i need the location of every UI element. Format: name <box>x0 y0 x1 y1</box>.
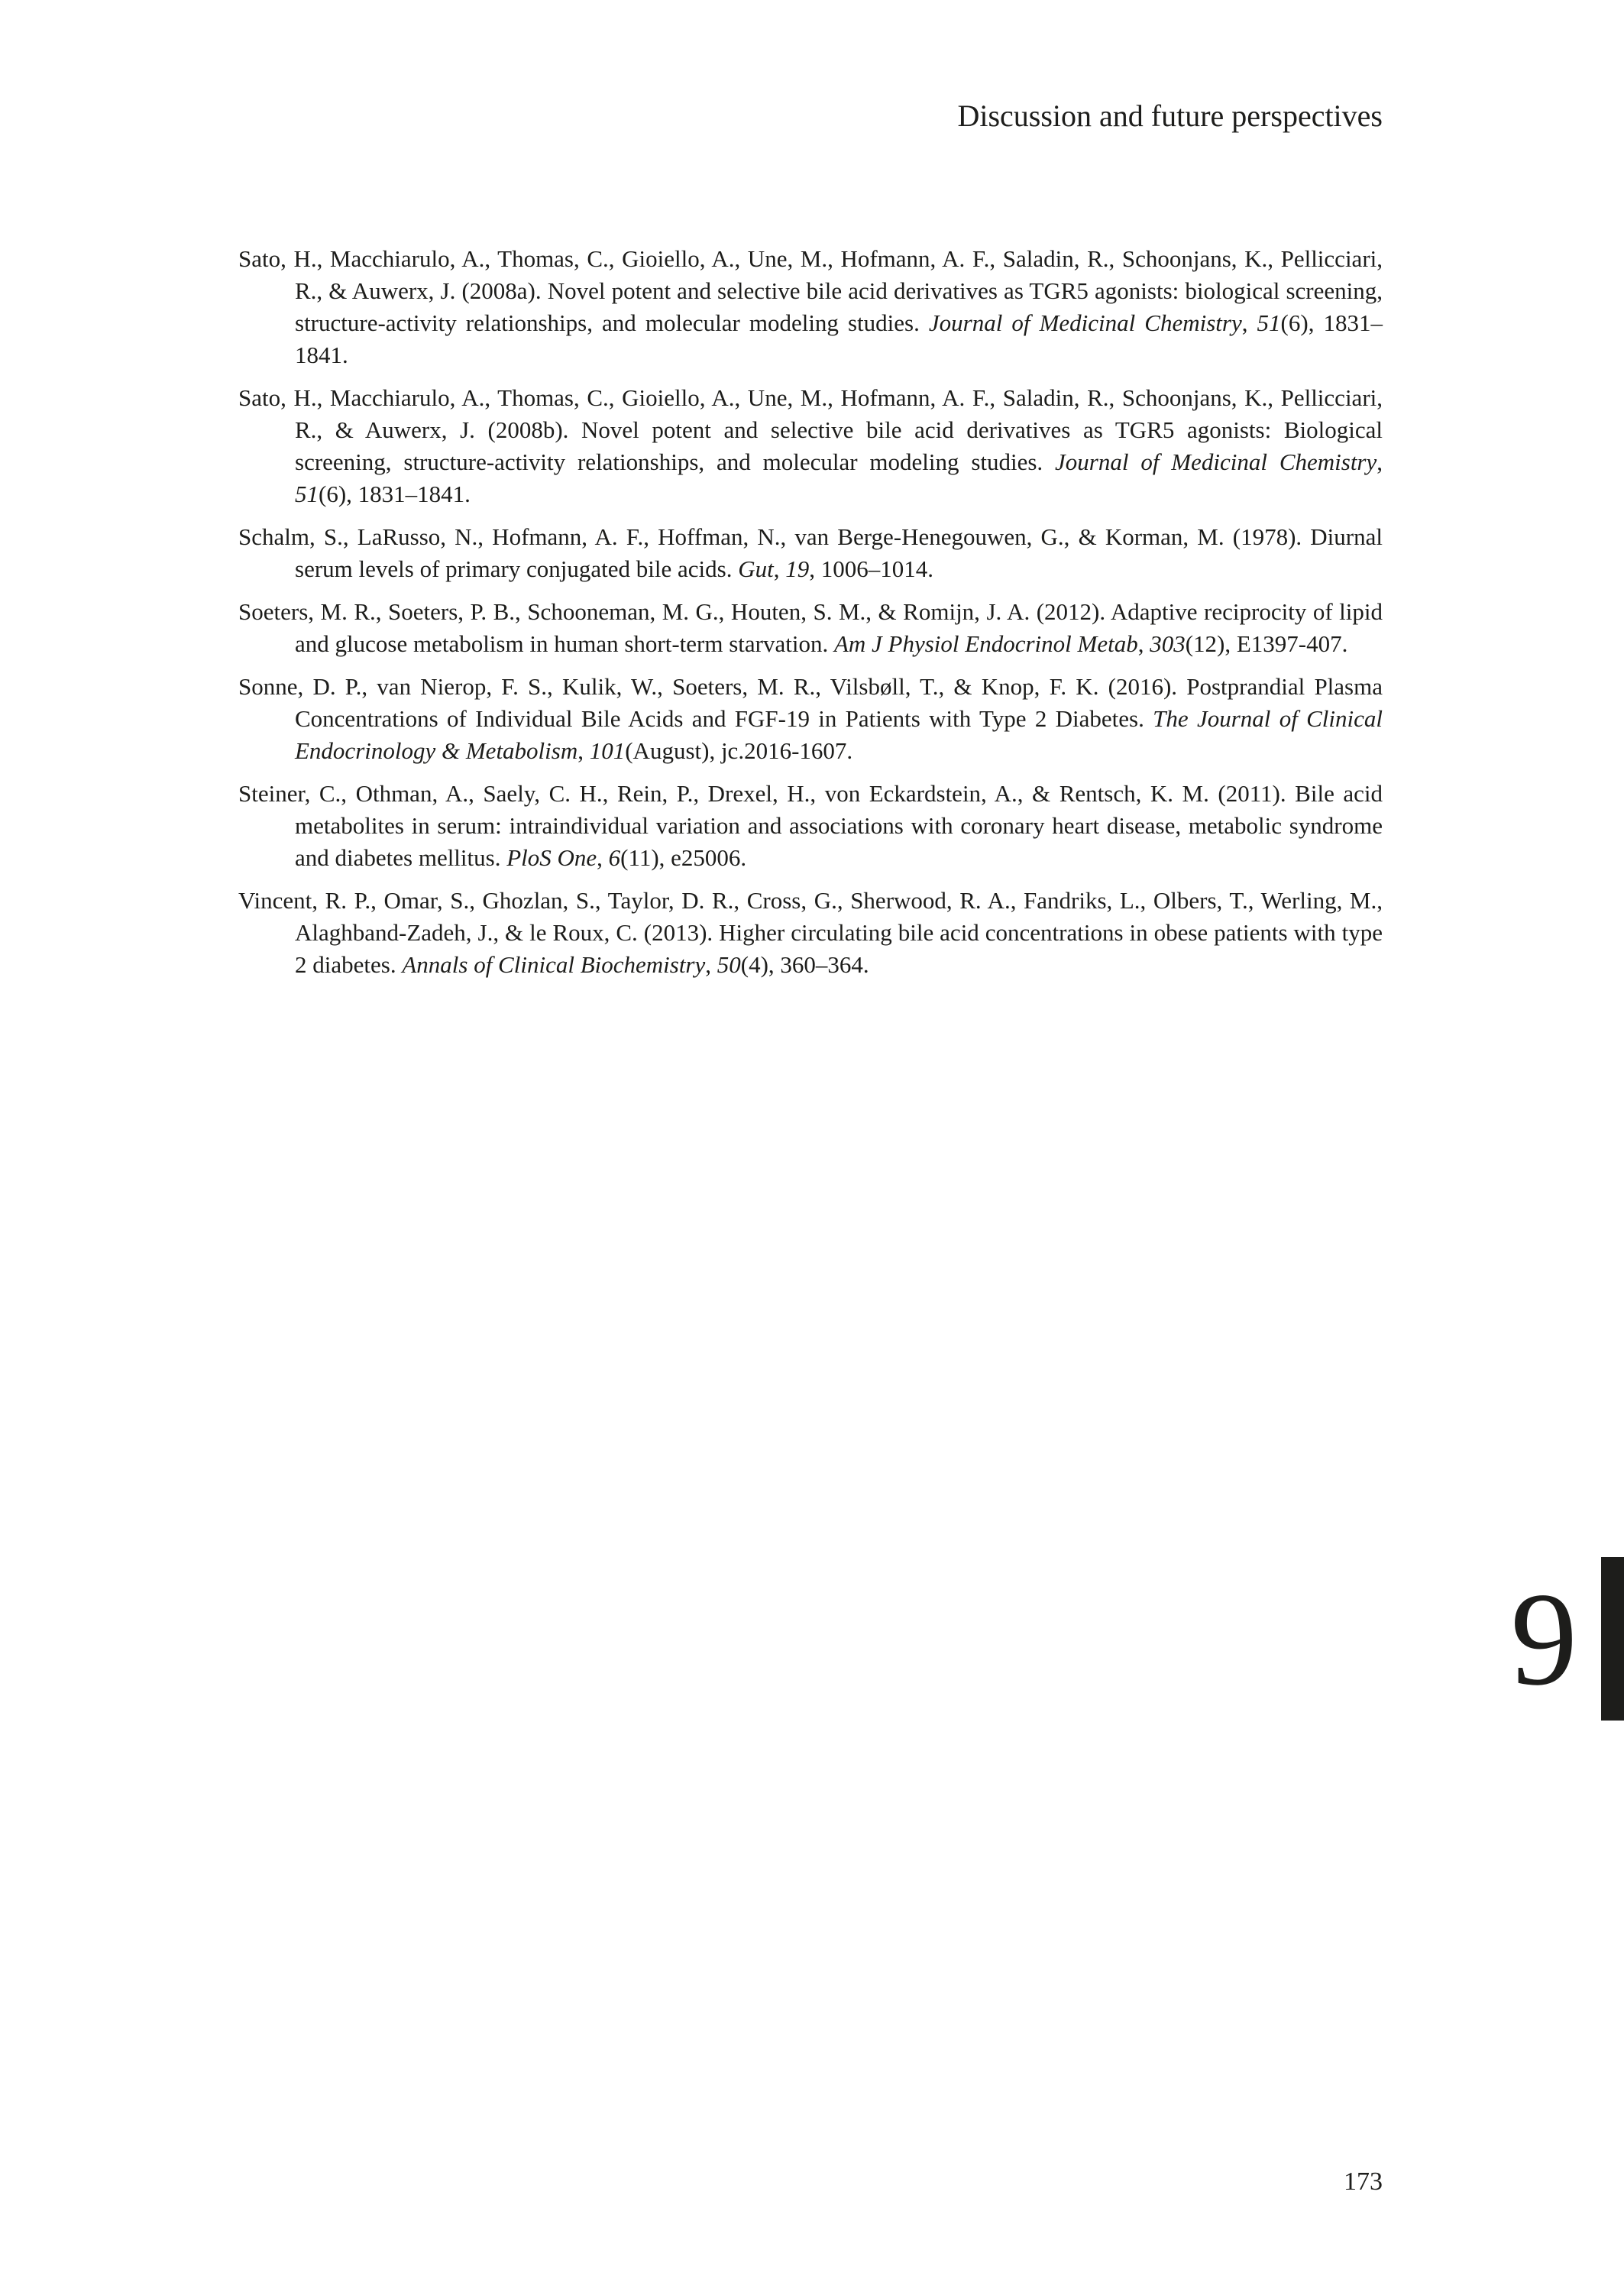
reference-text-segment: 51 <box>295 481 319 507</box>
reference-text-segment: 6 <box>608 844 621 871</box>
reference-text-segment: , <box>1137 630 1150 657</box>
chapter-tab <box>1511 1557 1624 1721</box>
reference-text-segment: 303 <box>1150 630 1186 657</box>
reference-text-segment: , 1006–1014. <box>809 555 933 582</box>
reference-text-segment: (4), 360–364. <box>740 951 869 978</box>
reference-text-segment: 19 <box>785 555 810 582</box>
reference-text-segment: Journal of Medicinal Chemistry <box>928 309 1242 336</box>
reference-text-segment: Annals of Clinical Biochemistry <box>402 951 706 978</box>
reference-text-segment: Gut <box>738 555 774 582</box>
reference-text-segment: Sato, H., Macchiarulo, A., Thomas, C., Gioiello, A., Une, M., Hofmann, A. F., Saladin, R., Schoonjans, K., Pellicciari, R., & Auwerx, J. (2008a). Novel potent and selective bile acid derivatives as TGR5 agonists: biological screening, structure-activity relationships, and molecular modeling studies. <box>238 245 1383 336</box>
reference-text-segment: , <box>1377 448 1383 475</box>
reference-item <box>238 243 1383 371</box>
reference-text-segment: (6), 1831–1841. <box>319 481 471 507</box>
reference-item <box>238 382 1383 510</box>
reference-text-segment: Soeters, M. R., Soeters, P. B., Schooneman, M. G., Houten, S. M., & Romijn, J. A. (2012). Adaptive reciprocity of lipid and glucose metabolism in human short-term starvation. <box>238 598 1383 657</box>
reference-item <box>238 778 1383 874</box>
chapter-number: 9 <box>1510 1564 1577 1713</box>
reference-text-segment: , <box>773 555 786 582</box>
reference-item <box>238 521 1383 585</box>
reference-item <box>238 885 1383 981</box>
reference-item <box>238 596 1383 660</box>
reference-text-segment: 101 <box>589 737 626 764</box>
reference-text-segment: Schalm, S., LaRusso, N., Hofmann, A. F., Hoffman, N., van Berge-Henegouwen, G., & Korman, M. (1978). Diurnal serum levels of primary conjugated bile acids. <box>238 523 1383 582</box>
reference-list <box>238 243 1383 992</box>
reference-text-segment: 50 <box>717 951 741 978</box>
reference-text-segment: (August), jc.2016-1607. <box>625 737 853 764</box>
reference-text-segment: Vincent, R. P., Omar, S., Ghozlan, S., Taylor, D. R., Cross, G., Sherwood, R. A., Fandriks, L., Olbers, T., Werling, M., Alaghband-Zadeh, J., & le Roux, C. (2013). Higher circulating bile acid concentrations in obese patients with type 2 diabetes. <box>238 887 1383 978</box>
reference-item <box>238 671 1383 767</box>
reference-text-segment: Sato, H., Macchiarulo, A., Thomas, C., Gioiello, A., Une, M., Hofmann, A. F., Saladin, R., Schoonjans, K., Pellicciari, R., & Auwerx, J. (2008b). Novel potent and selective bile acid derivatives as TGR5 agonists: Biological screening, structure-activity relationships, and molecular modeling studies. <box>238 384 1383 475</box>
reference-text-segment: Am J Physiol Endocrinol Metab <box>833 630 1138 657</box>
reference-text-segment: The Journal of Clinical Endocrinology & Metabolism <box>295 705 1383 764</box>
reference-text-segment: , <box>577 737 590 764</box>
reference-text-segment: (12), E1397-407. <box>1185 630 1348 657</box>
chapter-tab-bar <box>1601 1557 1624 1721</box>
reference-text-segment: Journal of Medicinal Chemistry <box>1055 448 1377 475</box>
reference-text-segment: , <box>597 844 609 871</box>
page-number: 173 <box>1344 2167 1383 2196</box>
reference-text-segment: , <box>705 951 717 978</box>
reference-text-segment: , <box>1241 309 1257 336</box>
reference-text-segment: Steiner, C., Othman, A., Saely, C. H., Rein, P., Drexel, H., von Eckardstein, A., & Rentsch, K. M. (2011). Bile acid metabolites in serum: intraindividual variation and associations with coronary heart disease, metabolic syndrome and diabetes mellitus. <box>238 780 1383 871</box>
reference-text-segment: 51 <box>1257 309 1281 336</box>
reference-text-segment: (6), 1831–1841. <box>295 309 1383 368</box>
reference-text-segment: (11), e25006. <box>620 844 747 871</box>
running-header: Discussion and future perspectives <box>957 99 1383 133</box>
reference-text-segment: Sonne, D. P., van Nierop, F. S., Kulik, W., Soeters, M. R., Vilsbøll, T., & Knop, F. K. (2016). Postprandial Plasma Concentrations of Individual Bile Acids and FGF-19 in Patients with Type 2 Diabetes. <box>238 673 1383 732</box>
reference-text-segment: PloS One <box>506 844 597 871</box>
